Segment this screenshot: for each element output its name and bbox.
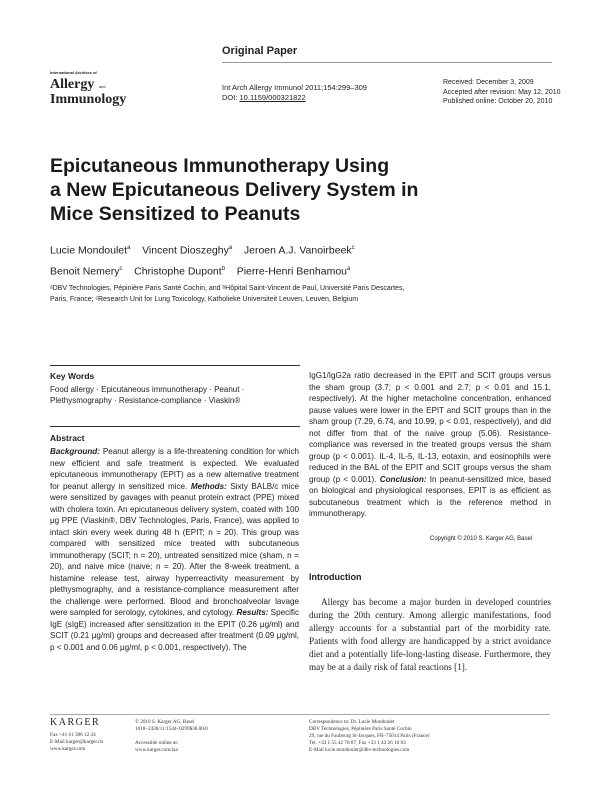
footer-online-link[interactable]: www.karger.com/iaa <box>135 747 178 753</box>
publisher-logo: KARGER <box>50 717 101 728</box>
citation: Int Arch Allergy Immunol 2011;154:299–309 <box>222 83 367 92</box>
doi-link[interactable]: 10.1159/000321822 <box>239 93 306 102</box>
introduction-text: Allergy has become a major burden in developed countries during the 20th century. Among allergic manifestations, food allergy accounts for a substantial part of the morbidity rate. Patients with food allergy are handicapped by a strict avoidance diet and a potentially life-long-lasting disease. Furthermore, they may be at a daily risk of fatal reactions [1]. <box>309 597 551 672</box>
copyright: Copyright © 2010 S. Karger AG, Basel <box>430 536 533 542</box>
keywords-rule <box>50 365 300 366</box>
abstract-heading: Abstract <box>50 433 85 443</box>
dates-block <box>443 78 561 107</box>
header-rule <box>222 62 552 63</box>
article-title: Epicutaneous Immunotherapy Using a New Epicutaneous Delivery System in Mice Sensitized to Peanuts <box>50 155 419 225</box>
keywords-heading: Key Words <box>50 371 95 381</box>
abstract-rule <box>50 426 300 427</box>
citation-block <box>222 83 367 103</box>
footer-copyright: © 2010 S. Karger AG, Basel 1018–2438/11/1544–0299$38.00/0 Accessible online at: www.karger.com/iaa <box>135 719 208 753</box>
author-list: Lucie Mondoulet$^a$ Vincent Dioszeghy$^a$ Jeroen A.J. Vanoirbeek$^c$ Benoit Nemery$^c$ Christophe Dupont$^b$ Pierre-Henri Benhamou$^a$ <box>50 244 355 277</box>
doi-label: DOI: <box>222 93 240 102</box>
footer-rule <box>50 714 550 715</box>
abstract-col1: Background: Peanut allergy is a life-threatening condition for which new efficient and safe treatment is expected. We evaluated epicutaneous immunotherapy (EPIT) as a new alternative treatment for peanut allergy in sensitized mice. Methods: Sixty BALB/c mice were sensitized by gavages with peanut protein extract (PPE) mixed with cholera toxin. An epicutaneous delivery system, coated with 100 μg PPE (Viaskin®, DBV Technologies, Paris, France), was applied to intact skin every week during 48 h (EPIT; n = 20). This group was compared with sensitized mice treated with subcutaneous immunotherapy (SCIT; n = 20), untreated sensitized mice (sham, n = 20), and naive mice (naive; n = 20). After the 8-week treatment, a histamine release test, airway hyperreactivity measurement by plethysmography, and a resistance-compliance measurement after the challenge were performed. Blood and bronchoalveolar lavage were sampled for serology, cytokines, and cytology. Results: Specific IgE (sIgE) increased after sensitization in the EPIT (0.26 μg/ml) and SCIT (0.21 μg/ml) groups and decreased after treatment (0.09 μg/ml, p < 0.001 and 0.06 μg/ml, p < 0.001, respectively). The <box>50 447 300 652</box>
abstract-col2: IgG1/IgG2a ratio decreased in the EPIT and SCIT groups versus the sham group (3.7; p < 0.001 and 2.7; p < 0.01 and 15.1, respectively). At the higher metacholine concentration, enhanced pause values were lower in the EPIT and SCIT groups than in the sham group (7.29, 6.74, and 10.99, p < 0.01, respectively), and did not differ from that of the naive group (5.06). Resistance-compliance was reversed in the treated groups versus the sham group (p < 0.001). IL-4, IL-5, IL-13, eotaxin, and eosinophils were reduced in the BAL of the EPIT and SCIT groups versus the sham group (p < 0.001). Conclusion: In peanut-sensitized mice, based on biological and physiological responses, EPIT is as efficient as subcutaneous treatment which is the reference method in immunotherapy. <box>309 371 552 518</box>
introduction-heading: Introduction <box>309 572 362 582</box>
accepted-date: Accepted after revision: May 12, 2010 <box>443 88 561 96</box>
paper-type: Original Paper <box>222 45 298 57</box>
footer-email-link[interactable]: E-Mail lucie.mondoulet@dbv-technologies.com <box>309 747 410 753</box>
published-date: Published online: October 20, 2010 <box>443 98 553 105</box>
journal-logo: International Archives of Allergy and Immunology <box>50 70 127 107</box>
affiliations: ᵃDBV Technologies, Pépinière Paris Santé Cochin, and ᵇHôpital Saint-Vincent de Paul, Université Paris Descartes, Paris, France; ᶜResearch Unit for Lung Toxicology, Katholieke Universiteit Leuven, Leuven, Belgium <box>50 285 405 303</box>
keywords-list: Food allergy · Epicutaneous immunotherapy · Peanut · Plethysmography · Resistance-compliance · Viaskin® <box>50 385 245 405</box>
footer-contact: Fax +41 61 306 12 34 E-Mail karger@karger.ch www.karger.com <box>50 732 103 752</box>
footer-correspondence: Correspondence to: Dr. Lucie Mondoulet DBV Technologies, Pépinière Paris Santé Cochin 29, rue du Faubourg St-Jacques, FR–75014 Paris (France) Tel. +33 1 55 42 78 87, Fax +33 1 43 26 10 83 E-Mail lucie.mondoulet@dbv-technologies.com <box>309 719 430 753</box>
received-date: Received: December 3, 2009 <box>443 79 534 86</box>
